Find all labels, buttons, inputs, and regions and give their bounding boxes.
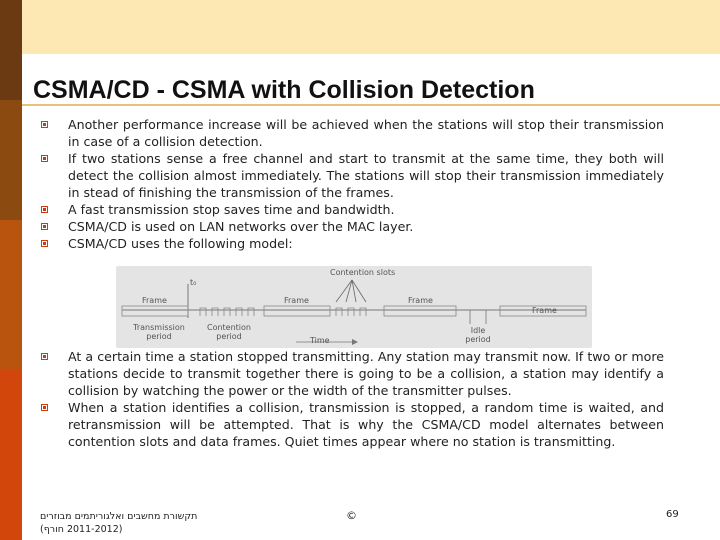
bullet-text: A fast transmission stop saves time and bandwidth. (68, 202, 395, 217)
left-bar-segment-4 (0, 370, 22, 540)
label-contention-slots: Contention slots (330, 268, 396, 277)
bullet-text: Another performance increase will be achieved when the stations will stop their transmission in case of a collision detection. (68, 117, 664, 149)
frame-box-2 (264, 306, 330, 316)
bullet-square-icon (41, 206, 48, 213)
bullet-square-icon (41, 353, 48, 360)
footer-copyright: © (346, 509, 357, 522)
left-bar-segment-3 (0, 220, 22, 370)
slot-pointer-line (346, 280, 352, 302)
bullet-square-icon (41, 121, 48, 128)
bullet-square-icon (41, 240, 48, 247)
frame-box-3 (384, 306, 456, 316)
bullet-item (40, 150, 664, 201)
label-frame-4: Frame (532, 306, 557, 315)
bullet-item (40, 116, 664, 150)
bullet-item (40, 201, 664, 218)
bullet-item (40, 235, 664, 252)
label-idle-period: Idle period (465, 326, 491, 344)
frame-box-1 (122, 306, 188, 316)
bullet-text: If two stations sense a free channel and start to transmit at the same time, they both will detect the collision almost immediately. The stations will stop their transmission immediately in stead of finishing the transmission of the frames. (68, 151, 664, 200)
label-transmission-period: Transmission period (133, 323, 185, 341)
left-color-bar (0, 0, 22, 540)
bullet-text: At a certain time a station stopped transmitting. Any station may transmit now. If two or more stations decide to transmit together there is going to be a collision, a station may identify a collision by watching the power or the width of the transmitter pulses. (68, 349, 664, 398)
bullet-item (40, 218, 664, 235)
bullet-square-icon (41, 155, 48, 162)
bullet-square-icon (41, 404, 48, 411)
footer-course-line1: תקשורת מחשבים ואלגוריתמים מבוזרים (40, 511, 198, 522)
label-frame-3: Frame (408, 296, 433, 305)
label-contention-period: Contention period (206, 323, 251, 341)
time-arrow-head (352, 339, 358, 345)
csma-cd-model-diagram (116, 266, 592, 348)
bullet-list-top (40, 116, 664, 252)
bullet-text: CSMA/CD is used on LAN networks over the MAC layer. (68, 219, 414, 234)
bullet-item (40, 348, 664, 399)
label-t0: t₀ (190, 278, 197, 287)
bullet-text: CSMA/CD uses the following model: (68, 236, 293, 251)
slot-pointer-line (336, 280, 352, 302)
footer-course-info (40, 510, 197, 536)
contention-slot-pulses (200, 308, 254, 316)
left-bar-segment-2 (0, 100, 22, 220)
bullet-square-icon (41, 223, 48, 230)
title-divider (22, 104, 720, 106)
contention-slot-pulses-2 (336, 308, 366, 316)
bullet-item (40, 399, 664, 450)
slide-title: CSMA/CD - CSMA with Collision Detection (33, 76, 535, 104)
left-bar-segment-1 (0, 0, 22, 100)
label-frame-1: Frame (142, 296, 167, 305)
bullet-text: When a station identifies a collision, transmission is stopped, a random time is waited, and retransmission will be attempted. That is why the CSMA/CD model alternates between contention slots and data frames. Quiet times appear where no station is transmitting. (68, 400, 664, 449)
footer-course-line2: (2011-2012 חורף) (40, 524, 123, 535)
bullet-list-bottom (40, 348, 664, 450)
label-time: Time (310, 336, 330, 345)
footer-page-number: 69 (666, 509, 679, 520)
top-color-band (22, 0, 720, 54)
label-frame-2: Frame (284, 296, 309, 305)
